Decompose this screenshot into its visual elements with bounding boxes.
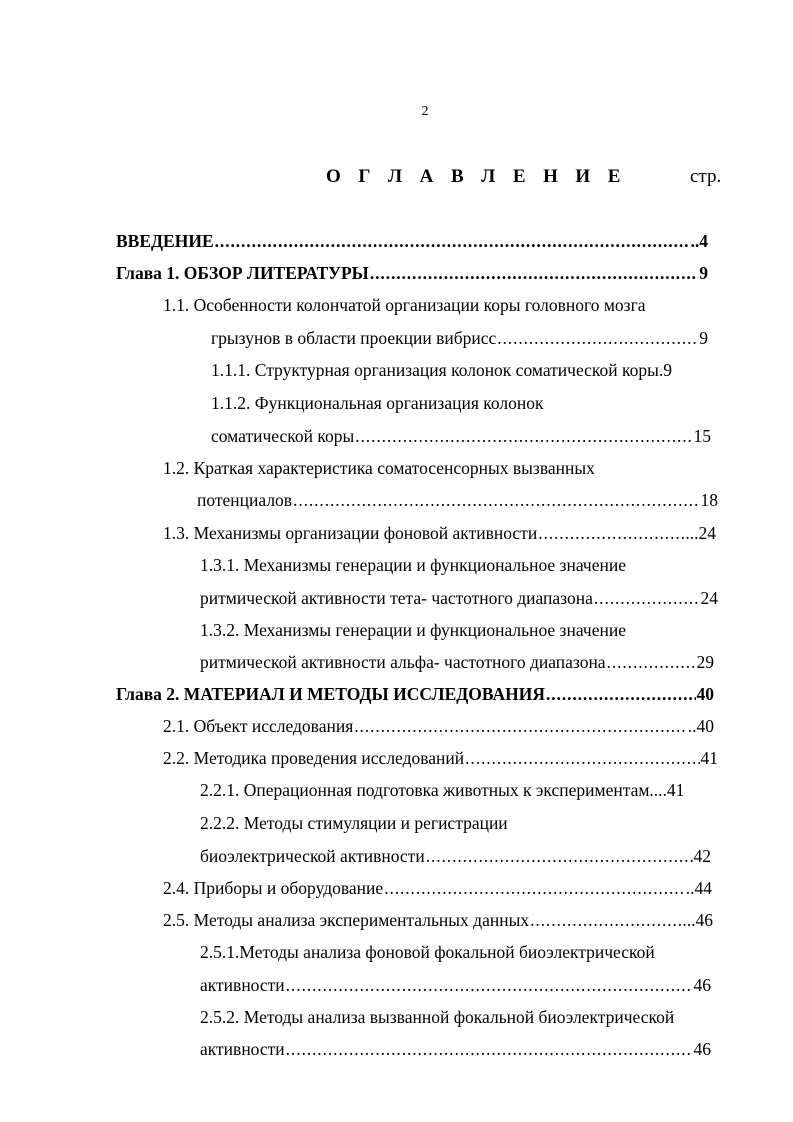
- dot-leader: [355, 425, 692, 447]
- page-number: 2: [421, 104, 429, 119]
- toc-entry-1-3-2-line2[interactable]: [200, 651, 714, 673]
- toc-entry-page: ...24: [685, 523, 716, 543]
- toc-entry-1-3-1-line2[interactable]: [200, 587, 718, 609]
- toc-entry-text: грызунов в области проекции вибрисс: [211, 328, 497, 348]
- toc-entry-page: 24: [700, 588, 718, 608]
- toc-entry-2-5-2-line2[interactable]: [200, 1038, 711, 1060]
- toc-entry-2-5-2-line1[interactable]: 2.5.2. Методы анализа вызванной фокальной биоэлектрической: [200, 1007, 675, 1027]
- toc-title: О Г Л А В Л Е Н И Е: [326, 166, 627, 187]
- page-column-label: стр.: [690, 166, 722, 187]
- toc-entry-page: 40: [696, 684, 714, 704]
- toc-entry-page: ..4: [690, 231, 708, 251]
- dot-leader: [594, 587, 700, 609]
- toc-entry-chapter-2[interactable]: [116, 683, 714, 705]
- toc-entry-text: активности: [200, 975, 285, 995]
- toc-entry-page: 42: [693, 846, 711, 866]
- toc-entry-2-1[interactable]: [163, 715, 714, 737]
- toc-entry-text: 2.4. Приборы и оборудование: [163, 878, 384, 898]
- toc-entry-text: ВВЕДЕНИЕ: [116, 231, 214, 251]
- toc-entry-text: потенциалов: [197, 490, 293, 510]
- toc-entry-1-1-2-line2[interactable]: [211, 425, 711, 447]
- toc-entry-2-2-1[interactable]: 2.2.1. Операционная подготовка животных к экспериментам....41: [200, 780, 685, 800]
- toc-entry-1-1-1[interactable]: 1.1.1. Структурная организация колонок соматической коры.9: [211, 360, 673, 380]
- toc-entry-page: 9: [699, 263, 708, 283]
- toc-entry-2-5[interactable]: [163, 909, 713, 931]
- toc-entry-page: 9: [699, 328, 708, 348]
- toc-entry-1-3-2-line1[interactable]: 1.3.2. Механизмы генерации и функциональное значение: [200, 620, 626, 640]
- dot-leader: [286, 1038, 693, 1060]
- toc-entry-text: 1.3. Механизмы организации фоновой активности: [163, 523, 538, 543]
- toc-entry-2-4[interactable]: [163, 877, 712, 899]
- toc-entry-chapter-1[interactable]: [116, 262, 708, 284]
- toc-entry-text: активности: [200, 1039, 285, 1059]
- toc-entry-page: 41: [700, 748, 718, 768]
- toc-entry-page: ..44: [685, 878, 712, 898]
- toc-entry-1-1-2-line1[interactable]: 1.1.2. Функциональная организация колонок: [211, 393, 544, 413]
- dot-leader: [497, 327, 698, 349]
- toc-entry-text: ритмической активности тета- частотного диапазона: [200, 588, 593, 608]
- toc-entry-text: Глава 1. ОБЗОР ЛИТЕРАТУРЫ: [116, 263, 369, 283]
- dot-leader: [607, 651, 696, 673]
- toc-entry-1-1-line2[interactable]: [211, 327, 708, 349]
- toc-entry-text: Глава 2. МАТЕРИАЛ И МЕТОДЫ ИССЛЕДОВАНИЯ: [116, 684, 545, 704]
- toc-entry-text: 2.5. Методы анализа экспериментальных данных: [163, 910, 530, 930]
- toc-entry-1-2-line1[interactable]: 1.2. Краткая характеристика соматосенсорных вызванных: [163, 458, 595, 478]
- dot-leader: [546, 683, 696, 705]
- toc-entry-text: соматической коры: [211, 426, 355, 446]
- dot-leader: [370, 262, 698, 284]
- toc-entry-page: 46: [693, 1039, 711, 1059]
- toc-entry-text: 2.2. Методика проведения исследований: [163, 748, 465, 768]
- toc-entry-1-3-1-line1[interactable]: 1.3.1. Механизмы генерации и функциональное значение: [200, 555, 626, 575]
- toc-entry-page: 46: [693, 975, 711, 995]
- dot-leader: [293, 489, 699, 511]
- dot-leader: [215, 230, 690, 252]
- toc-entry-1-3[interactable]: [163, 522, 716, 544]
- dot-leader: [286, 974, 693, 996]
- dot-leader: [354, 715, 687, 737]
- toc-entry-2-5-1-line1[interactable]: 2.5.1.Методы анализа фоновой фокальной биоэлектрической: [200, 942, 655, 962]
- toc-entry-page: ...46: [682, 910, 713, 930]
- toc-entry-text: 2.1. Объект исследования: [163, 716, 354, 736]
- toc-entry-text: биоэлектрической активности: [200, 846, 425, 866]
- dot-leader: [530, 909, 681, 931]
- dot-leader: [384, 877, 685, 899]
- toc-entry-page: 29: [696, 652, 714, 672]
- toc-entry-page: ..40: [687, 716, 714, 736]
- toc-entry-page: 15: [693, 426, 711, 446]
- toc-entry-text: ритмической активности альфа- частотного диапазона: [200, 652, 606, 672]
- toc-entry-2-2-2-line2[interactable]: [200, 845, 711, 867]
- dot-leader: [465, 747, 699, 769]
- toc-entry-2-2[interactable]: [163, 747, 718, 769]
- toc-entry-2-2-2-line1[interactable]: 2.2.2. Методы стимуляции и регистрации: [200, 813, 508, 833]
- toc-entry-introduction[interactable]: [116, 230, 708, 252]
- toc-entry-2-5-1-line2[interactable]: [200, 974, 711, 996]
- dot-leader: [538, 522, 684, 544]
- toc-entry-1-2-line2[interactable]: [197, 489, 718, 511]
- dot-leader: [426, 845, 693, 867]
- toc-entry-1-1-line1[interactable]: 1.1. Особенности колончатой организации коры головного мозга: [163, 295, 646, 315]
- toc-entry-page: 18: [700, 490, 718, 510]
